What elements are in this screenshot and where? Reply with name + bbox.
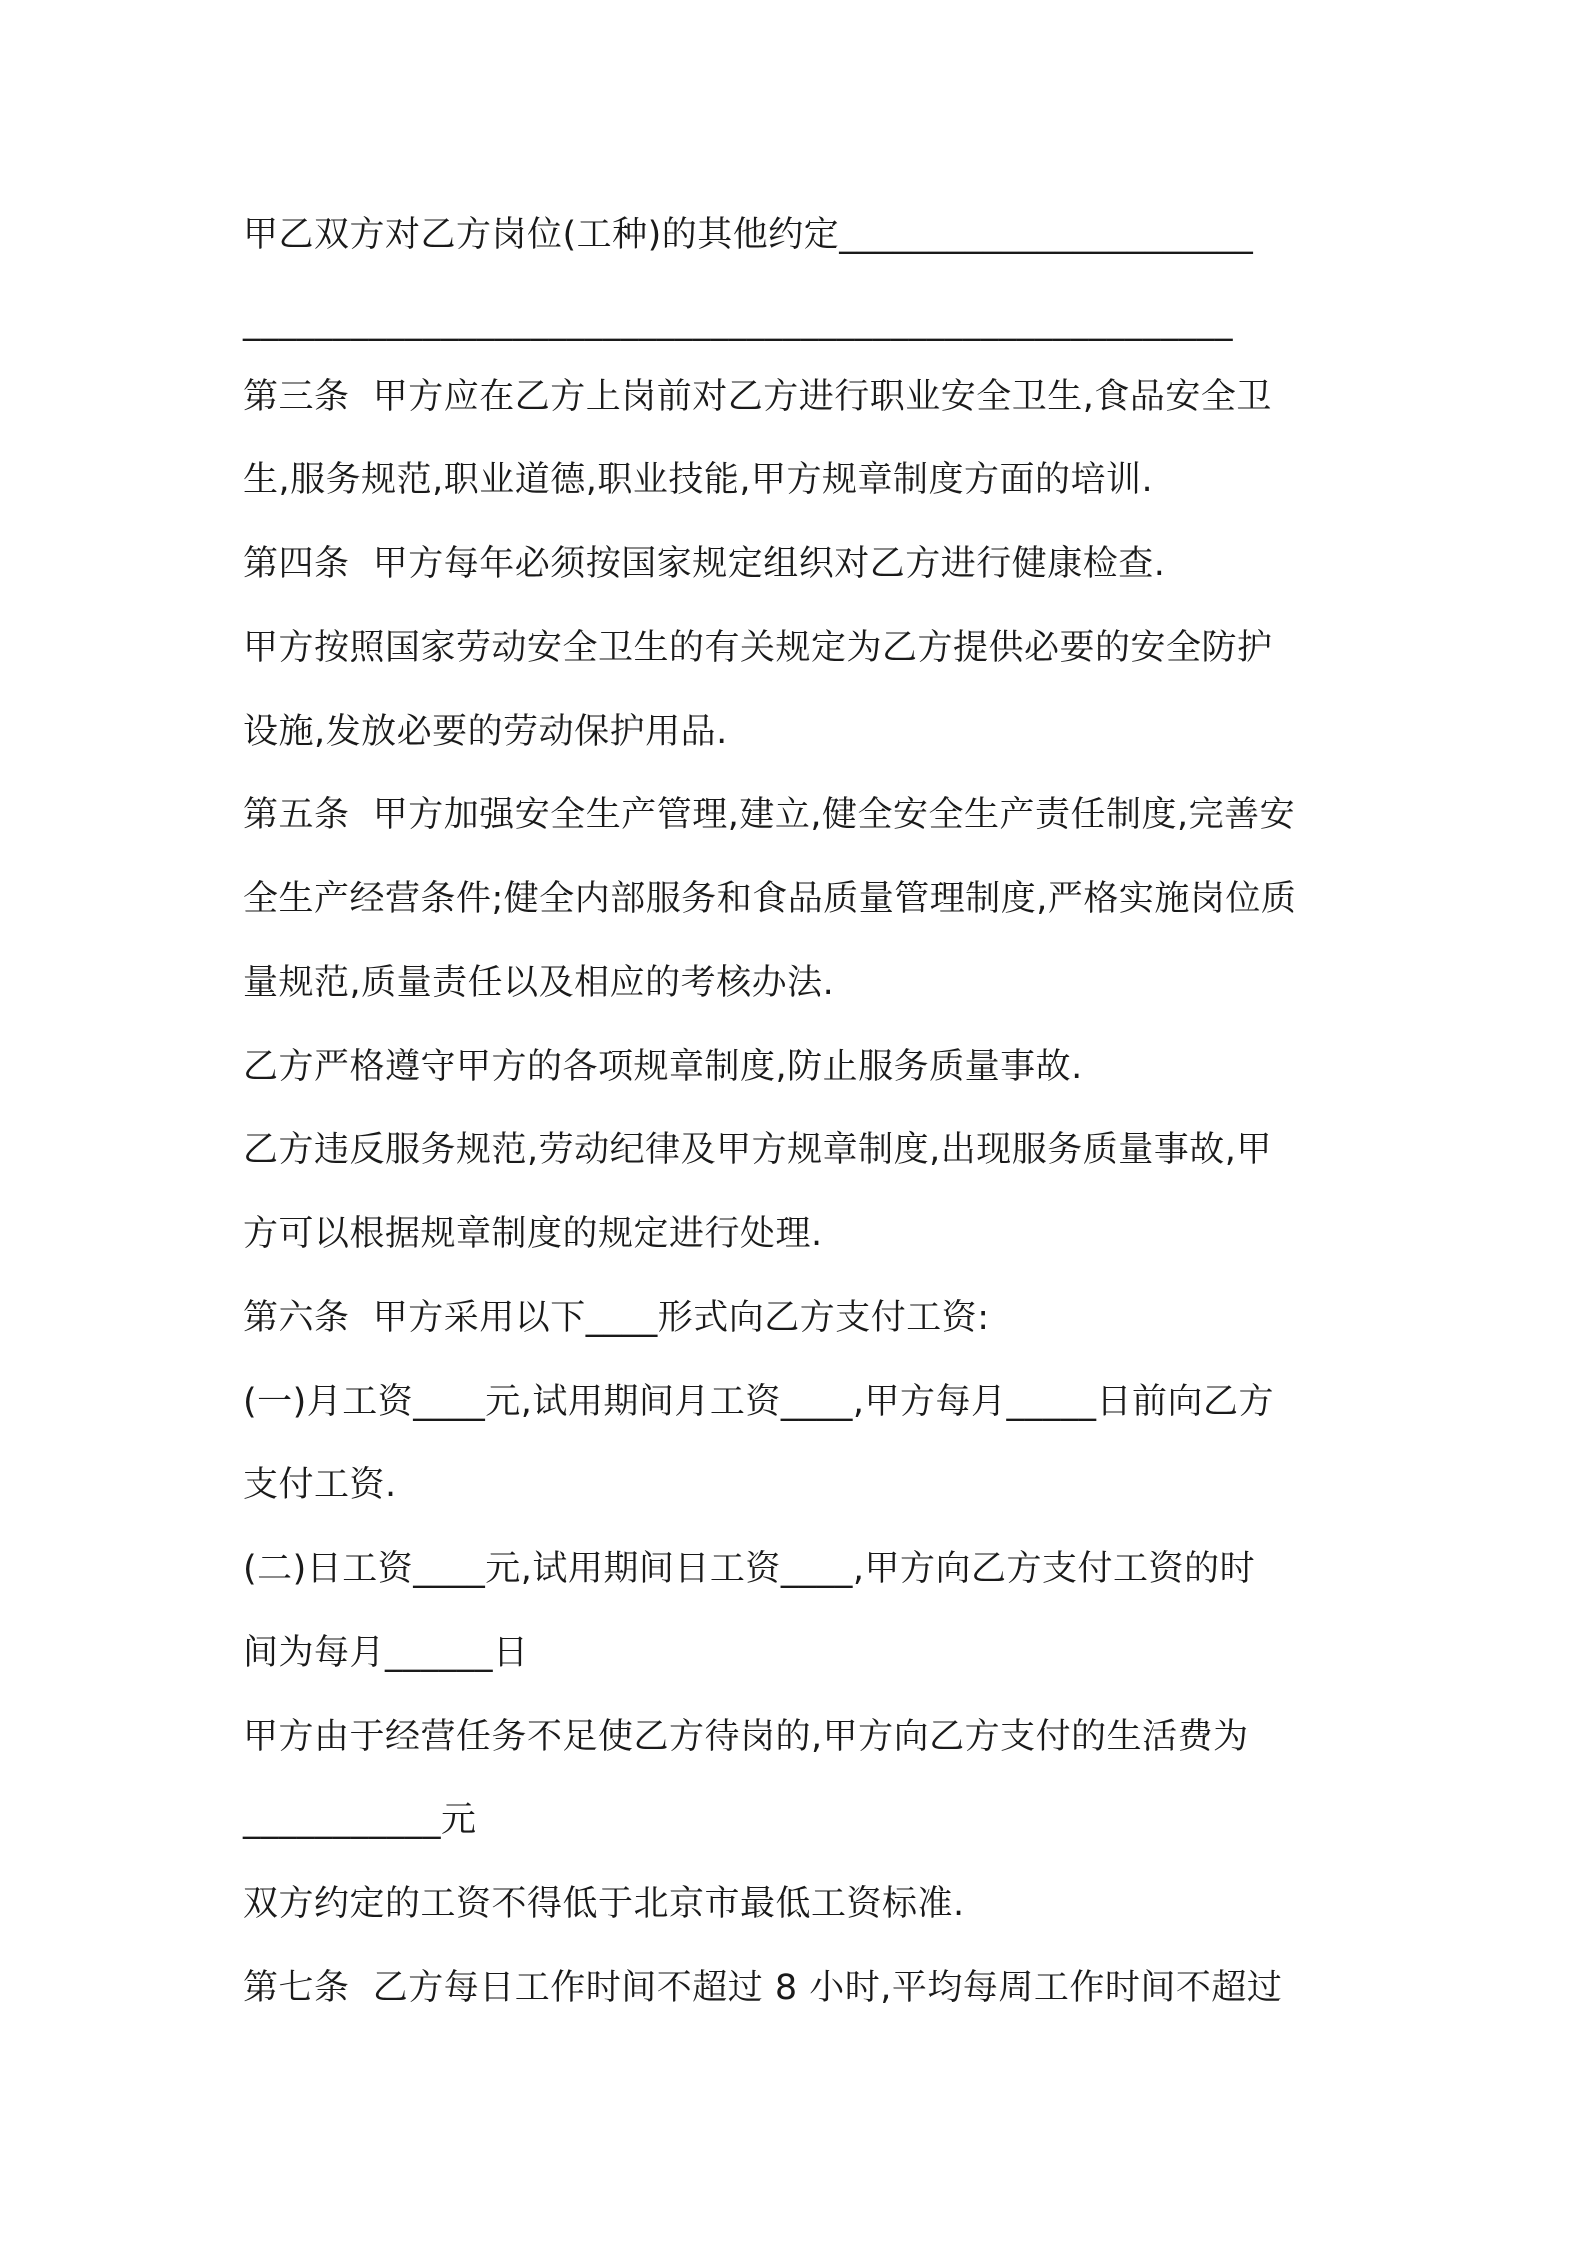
text-line: 间为每月______日 bbox=[243, 1633, 529, 1673]
text-line: 支付工资. bbox=[243, 1465, 397, 1505]
text-line: 全生产经营条件;健全内部服务和食品质量管理制度,严格实施岗位质 bbox=[243, 879, 1297, 919]
text-line: 双方约定的工资不得低于北京市最低工资标准. bbox=[243, 1884, 965, 1924]
text-line: (二)日工资____元,试用期间日工资____,甲方向乙方支付工资的时 bbox=[243, 1549, 1256, 1589]
text-line: 设施,发放必要的劳动保护用品. bbox=[243, 712, 728, 752]
text-line: 生,服务规范,职业道德,职业技能,甲方规章制度方面的培训. bbox=[243, 460, 1154, 500]
text-line: 第五条 甲方加强安全生产管理,建立,健全安全生产责任制度,完善安 bbox=[243, 795, 1296, 835]
text-line: (一)月工资____元,试用期间月工资____,甲方每月_____日前向乙方 bbox=[243, 1382, 1275, 1422]
text-line: ___________元 bbox=[243, 1800, 477, 1840]
text-line: _______________________________________________________ bbox=[243, 302, 1233, 342]
text-line: 量规范,质量责任以及相应的考核办法. bbox=[243, 963, 835, 1003]
text-line: 第四条 甲方每年必须按国家规定组织对乙方进行健康检查. bbox=[243, 544, 1166, 584]
text-line: 第三条 甲方应在乙方上岗前对乙方进行职业安全卫生,食品安全卫 bbox=[243, 377, 1272, 417]
text-line: 第七条 乙方每日工作时间不超过 8 小时,平均每周工作时间不超过 bbox=[243, 1968, 1283, 2008]
text-line: 甲方由于经营任务不足使乙方待岗的,甲方向乙方支付的生活费为 bbox=[243, 1717, 1249, 1757]
text-line: 乙方违反服务规范,劳动纪律及甲方规章制度,出现服务质量事故,甲 bbox=[243, 1130, 1272, 1170]
text-line: 方可以根据规章制度的规定进行处理. bbox=[243, 1214, 823, 1254]
text-line: 乙方严格遵守甲方的各项规章制度,防止服务质量事故. bbox=[243, 1047, 1083, 1087]
text-line: 甲方按照国家劳动安全卫生的有关规定为乙方提供必要的安全防护 bbox=[243, 628, 1273, 668]
text-line: 第六条 甲方采用以下____形式向乙方支付工资: bbox=[243, 1298, 990, 1338]
text-line: 甲乙双方对乙方岗位(工种)的其他约定_______________________ bbox=[243, 215, 1254, 255]
